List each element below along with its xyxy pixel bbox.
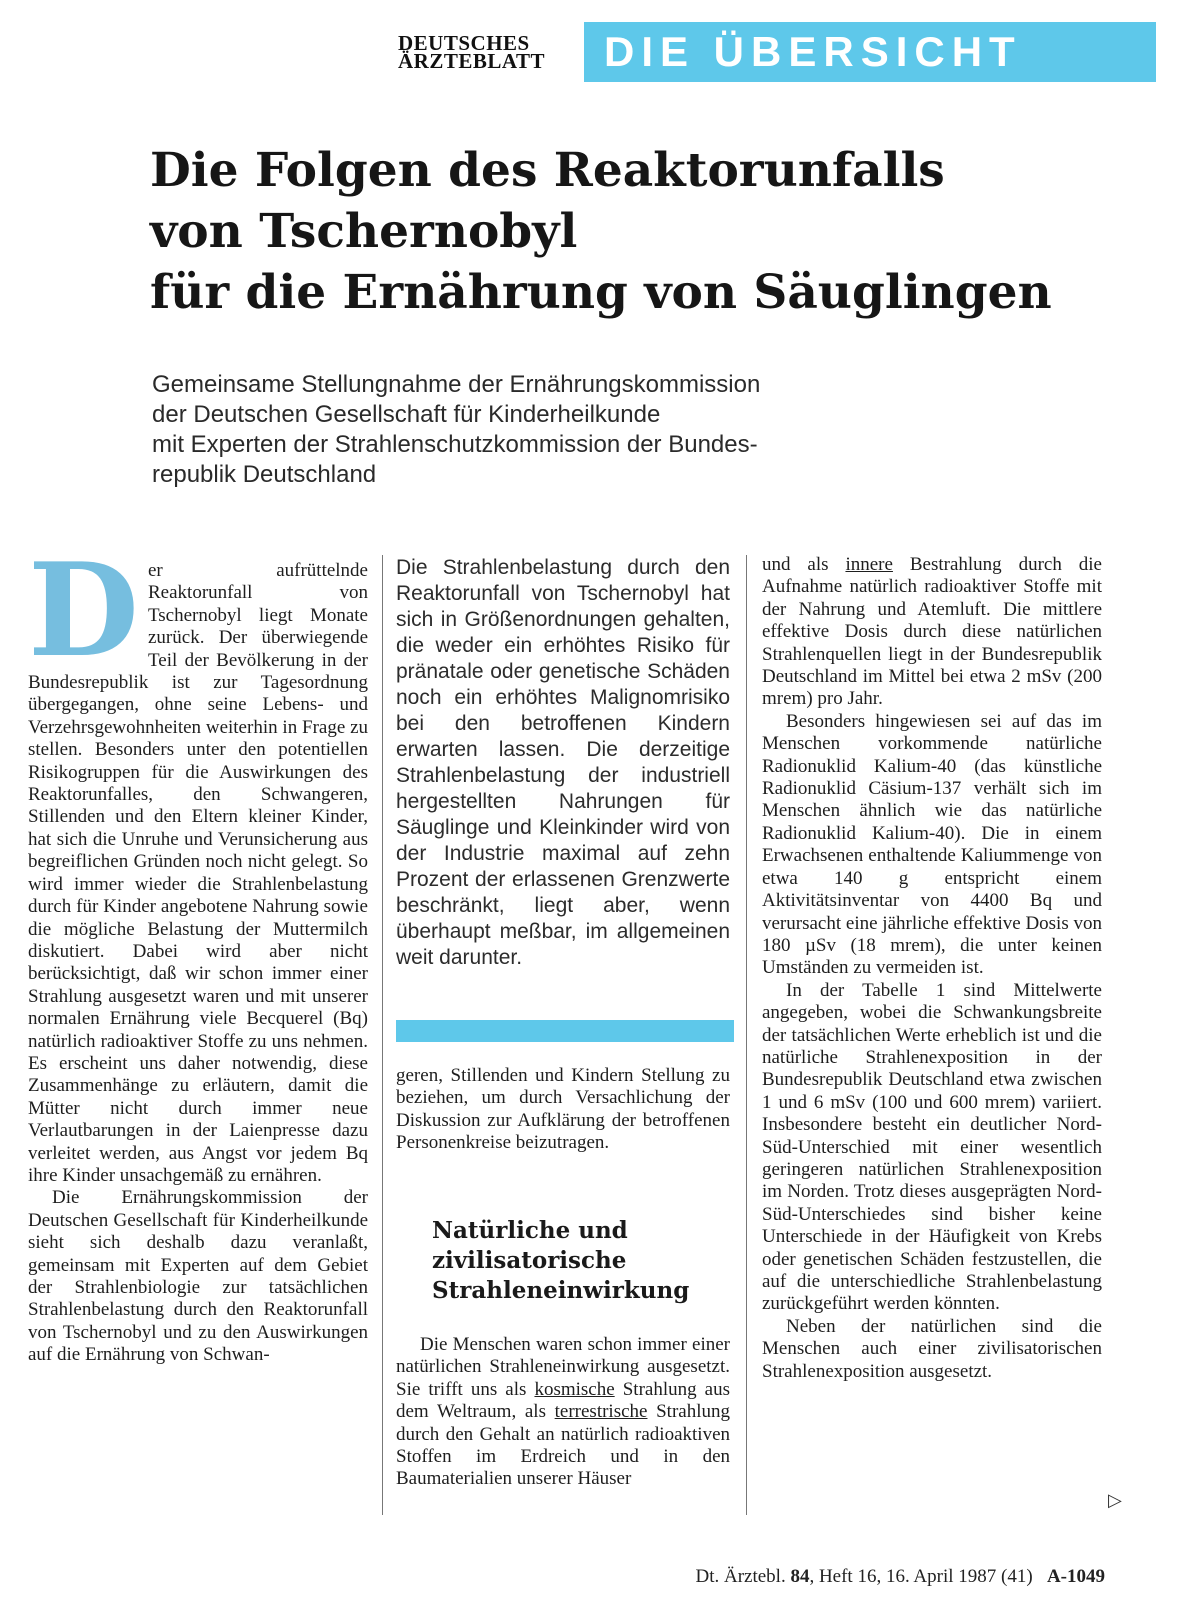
highlight-text: Die Strahlenbelastung durch den Reaktorunfall von Tschernobyl hat sich in Größenordnungen gehalten, die weder ein erhöhtes Risiko für pränatale oder genetische Schäden noch ein erhöhtes Malignomrisiko bei den betroffenen Kindern erwarten lassen. Die derzeitige Strahlenbelastung der industriell hergestellten Nahrungen für Säuglinge und Kleinkinder wird von der Industrie maximal auf zehn Prozent der erlassenen Grenzwerte beschränkt, liegt aber, wenn überhaupt meßbar, im allgemeinen weit darunter. bbox=[396, 556, 730, 969]
masthead-logo bbox=[398, 31, 545, 73]
body-paragraph: In der Tabelle 1 sind Mittelwerte angegeben, wobei die Schwankungsbreite der tatsächlichen Werte erheblich ist und die natürliche Strahlenexposition in der Bundesrepublik Deutschland etwa zwischen 1 und 6 mSv (100 und 600 mrem) variiert. Insbesondere besteht ein deutlicher Nord-Süd-Unterschied mit einer wesentlich geringeren natürlichen Strahlenexposition im Norden. Trotz dieses ausgeprägten Nord-Süd-Unterschiedes sind bisher keine Unterschiede in der Häufigkeit von Krebs oder genetischen Schäden festzustellen, die auf die unterschiedliche Strahlenbelastung zurückgeführt werden könnten. bbox=[762, 979, 1102, 1315]
title-line: von Tschernobyl bbox=[150, 204, 578, 259]
masthead-line1: DEUTSCHES bbox=[398, 31, 530, 55]
column-2-section bbox=[396, 1334, 730, 1491]
article-title bbox=[150, 140, 1150, 323]
body-paragraph: Die Ernährungskommission der Deutschen Gesellschaft für Kinderheilkunde sieht sich deshalb dazu veranlaßt, gemeinsam mit Experten auf dem Gebiet der Strahlenbiologie zur tatsächlichen Strahlenbelastung durch den Reaktorunfall von Tschernobyl und zu den Auswirkungen auf die Ernährung von Schwan- bbox=[28, 1187, 368, 1366]
section-heading: Natürliche und zivilisatorische Strahleneinwirkung bbox=[432, 1217, 690, 1304]
page-footer bbox=[600, 1566, 1105, 1588]
paragraph-text: Strahlung durch den Gehalt an natürlich radioaktiven Stoffen im Erdreich und in den Baumaterialien unserer Häuser bbox=[396, 1401, 731, 1490]
paragraph-text: Die Menschen waren schon immer einer natürlichen Strahleneinwirkung ausgesetzt. Sie trifft uns als bbox=[396, 1334, 730, 1400]
underlined-term: terrestrische bbox=[554, 1401, 648, 1423]
continue-arrow-icon: ▷ bbox=[1108, 1490, 1122, 1511]
article-subtitle bbox=[152, 370, 912, 490]
highlight-box bbox=[396, 555, 730, 971]
body-paragraph bbox=[762, 554, 1102, 711]
column-2-continuation bbox=[396, 1065, 730, 1155]
subtitle-line: mit Experten der Strahlenschutzkommission der Bundes- bbox=[152, 431, 758, 458]
underlined-term: innere bbox=[845, 554, 893, 575]
footer-page-number: A-1049 bbox=[1046, 1566, 1105, 1587]
body-paragraph: Neben der natürlichen sind die Menschen auch einer zivilisatorischen Strahlenexposition ausgesetzt. bbox=[762, 1315, 1102, 1382]
drop-cap: D bbox=[28, 536, 139, 686]
body-paragraph: Besonders hingewiesen sei auf das im Menschen vorkommende natürliche Radionuklid Kalium-40 (das künstliche Radionuklid Cäsium-137 verhält sich im Menschen ähnlich wie das natürliche Radionuklid Kalium-40). Die in einem Erwachsenen enthaltende Kaliummenge von etwa 140 g entspricht einem Aktivitätsinventar von 4400 Bq und verursacht eine jährliche effektive Dosis von 180 µSv (18 mrem), die unter keinen Umständen zu vermeiden ist. bbox=[762, 710, 1102, 979]
column-3 bbox=[762, 554, 1102, 1383]
paragraph-text: er aufrüttelnde Reaktorunfall von Tschernobyl liegt Monate zurück. Der überwiegende Teil der Bevölkerung in der Bundesrepublik ist zur Tagesordnung übergegangen, ohne seine Lebens- und Verzehrsgewohnheiten weiterhin in Frage zu stellen. Besonders unter den potentiellen Risikogruppen für die Auswirkungen des Reaktorunfalles, den Schwangeren, Stillenden und den Eltern kleiner Kinder, hat sich die Unruhe und Verunsicherung aus begreiflichen Gründen noch nicht gelegt. So wird immer wieder die Strahlenbelastung durch für Kinder angebotene Nahrung sowie die mögliche Belastung der Muttermilch diskutiert. Dabei wird aber nicht berücksichtigt, daß wir schon immer einer Strahlung ausgesetzt waren und mit unserer normalen Ernährung viele Becquerel (Bq) natürlich radioaktiver Stoffe zu uns nehmen. Es erscheint uns daher notwendig, diese Zusammenhänge zu erläutern, damit die Mütter nicht durch immer neue Verlautbarungen in der Laienpresse dazu verleitet werden, aus Angst vor jedem Bq ihre Kinder unsachgemäß zu ernähren. bbox=[28, 560, 368, 1186]
column-divider bbox=[746, 555, 747, 1515]
body-paragraph bbox=[28, 536, 368, 1187]
column-divider bbox=[382, 555, 383, 1515]
column-1 bbox=[28, 536, 368, 1367]
highlight-bar bbox=[396, 1020, 734, 1042]
subtitle-line: Gemeinsame Stellungnahme der Ernährungskommission bbox=[152, 371, 761, 398]
subtitle-line: der Deutschen Gesellschaft für Kinderheilkunde bbox=[152, 401, 661, 428]
title-line: Die Folgen des Reaktorunfalls bbox=[150, 143, 945, 198]
footer-journal: Dt. Ärztebl. bbox=[695, 1566, 786, 1587]
title-line: für die Ernährung von Säuglingen bbox=[150, 265, 1052, 320]
paragraph-text: Bestrahlung durch die Aufnahme natürlich radioaktiver Stoffe mit der Nahrung und Atemluft. Die mittlere effektive Dosis durch diese natürlichen Strahlenquellen liegt in der Bundesrepublik Deutschland im Mittel bei etwa 2 mSv (200 mrem) pro Jahr. bbox=[762, 554, 1102, 710]
paragraph-text: und als bbox=[762, 554, 846, 575]
footer-volume: 84 bbox=[790, 1566, 810, 1587]
body-paragraph: geren, Stillenden und Kindern Stellung zu beziehen, um durch Versachlichung der Diskussion zur Aufklärung der betroffenen Personenkreise beizutragen. bbox=[396, 1065, 730, 1154]
subtitle-line: republik Deutschland bbox=[152, 461, 377, 488]
section-banner-label: DIE ÜBERSICHT bbox=[604, 28, 1022, 75]
footer-issue: , Heft 16, 16. April 1987 (41) bbox=[809, 1566, 1033, 1587]
paragraph-text: Strahlung aus dem Weltraum, als bbox=[396, 1378, 730, 1423]
body-paragraph bbox=[396, 1334, 730, 1491]
underlined-term: kosmische bbox=[534, 1378, 615, 1400]
section-banner bbox=[584, 22, 1156, 82]
masthead-line2: ÄRZTEBLATT bbox=[398, 49, 545, 73]
